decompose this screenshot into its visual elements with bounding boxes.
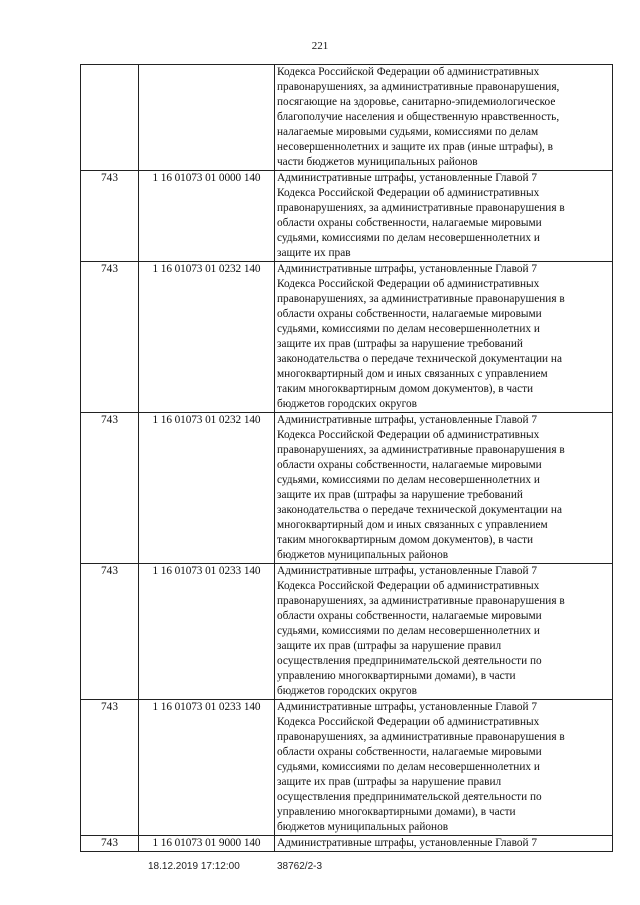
description-line: благополучие населения и общественную нравственность, xyxy=(277,111,560,123)
description-line: бюджетов городских округов xyxy=(277,398,417,410)
admin-code-cell xyxy=(81,65,139,171)
description-line: бюджетов муниципальных районов xyxy=(277,821,449,833)
description-line: Кодекса Российской Федерации об административных xyxy=(277,187,540,199)
description-line: области охраны собственности, налагаемые мировыми xyxy=(277,459,542,471)
description-line: Административные штрафы, установленные Главой 7 xyxy=(277,414,537,426)
description-line: правонарушениях, за административные правонарушения в xyxy=(277,444,565,456)
footer-doc-number: 38762/2-3 xyxy=(277,861,323,872)
description-cell xyxy=(275,65,613,171)
description-line: Административные штрафы, установленные Главой 7 xyxy=(277,565,537,577)
budget-code-cell: 1 16 01073 01 0000 140 xyxy=(139,171,275,262)
description-line: судьями, комиссиями по делам несовершеннолетних и xyxy=(277,232,540,244)
description-line: осуществления предпринимательской деятельности по xyxy=(277,791,542,803)
budget-code-cell: 1 16 01073 01 9000 140 xyxy=(139,836,275,852)
budget-code-cell: 1 16 01073 01 0233 140 xyxy=(139,700,275,836)
description-cell xyxy=(275,836,613,852)
description-line: Кодекса Российской Федерации об административных xyxy=(277,278,540,290)
description-line: защите их прав (штрафы за нарушение требований xyxy=(277,338,523,350)
description-line: налагаемые мировыми судьями, комиссиями по делам xyxy=(277,126,539,138)
description-line: правонарушениях, за административные правонарушения в xyxy=(277,293,565,305)
description-line: защите их прав (штрафы за нарушение правил xyxy=(277,776,502,788)
description-line: области охраны собственности, налагаемые мировыми xyxy=(277,610,542,622)
description-cell xyxy=(275,262,613,413)
budget-code-cell: 1 16 01073 01 0232 140 xyxy=(139,413,275,564)
description-line: бюджетов муниципальных районов xyxy=(277,549,449,561)
description-line: области охраны собственности, налагаемые мировыми xyxy=(277,746,542,758)
description-line: части бюджетов муниципальных районов xyxy=(277,156,478,168)
description-line: управлению многоквартирными домами), в части xyxy=(277,806,516,818)
description-cell xyxy=(275,171,613,262)
description-line: области охраны собственности, налагаемые мировыми xyxy=(277,308,542,320)
description-line: многоквартирный дом и иных связанных с управлением xyxy=(277,368,548,380)
description-line: защите их прав xyxy=(277,247,351,259)
description-line: правонарушениях, за административные правонарушения в xyxy=(277,595,565,607)
description-cell xyxy=(275,700,613,836)
budget-code-cell: 1 16 01073 01 0232 140 xyxy=(139,262,275,413)
description-line: защите их прав (штрафы за нарушение правил xyxy=(277,640,502,652)
admin-code-cell: 743 xyxy=(81,171,139,262)
description-line: судьями, комиссиями по делам несовершеннолетних и xyxy=(277,625,540,637)
description-line: Административные штрафы, установленные Главой 7 xyxy=(277,172,537,184)
description-line: правонарушениях, за административные правонарушения, xyxy=(277,81,560,93)
description-line: таким многоквартирным домом документов), в части xyxy=(277,534,534,546)
description-line: многоквартирный дом и иных связанных с управлением xyxy=(277,519,548,531)
description-line: Кодекса Российской Федерации об административных xyxy=(277,716,540,728)
description-line: защите их прав (штрафы за нарушение требований xyxy=(277,489,523,501)
description-line: Административные штрафы, установленные Главой 7 xyxy=(277,701,537,713)
budget-code-cell: 1 16 01073 01 0233 140 xyxy=(139,564,275,700)
description-line: судьями, комиссиями по делам несовершеннолетних и xyxy=(277,323,540,335)
budget-codes-table xyxy=(80,64,613,852)
description-line: законодательства о передаче технической документации на xyxy=(277,504,562,516)
table-row xyxy=(81,171,613,262)
description-line: таким многоквартирным домом документов), в части xyxy=(277,383,534,395)
table-row xyxy=(81,262,613,413)
admin-code-cell: 743 xyxy=(81,564,139,700)
description-line: Кодекса Российской Федерации об административных xyxy=(277,429,540,441)
description-line: судьями, комиссиями по делам несовершеннолетних и xyxy=(277,474,540,486)
description-line: бюджетов городских округов xyxy=(277,685,417,697)
table-row xyxy=(81,700,613,836)
admin-code-cell: 743 xyxy=(81,262,139,413)
description-line: правонарушениях, за административные правонарушения в xyxy=(277,202,565,214)
table-row xyxy=(81,564,613,700)
footer-timestamp: 18.12.2019 17:12:00 xyxy=(148,861,240,872)
table-row xyxy=(81,836,613,852)
description-line: судьями, комиссиями по делам несовершеннолетних и xyxy=(277,761,540,773)
description-line: осуществления предпринимательской деятельности по xyxy=(277,655,542,667)
description-line: несовершеннолетних и защите их прав (иные штрафы), в xyxy=(277,141,554,153)
description-line: правонарушениях, за административные правонарушения в xyxy=(277,731,565,743)
description-line: Кодекса Российской Федерации об административных xyxy=(277,66,540,78)
admin-code-cell: 743 xyxy=(81,836,139,852)
table-body xyxy=(81,65,613,852)
description-line: Административные штрафы, установленные Главой 7 xyxy=(277,263,537,275)
description-line: Административные штрафы, установленные Главой 7 xyxy=(277,837,537,849)
budget-code-cell xyxy=(139,65,275,171)
admin-code-cell: 743 xyxy=(81,700,139,836)
description-line: законодательства о передаче технической документации на xyxy=(277,353,562,365)
page-number: 221 xyxy=(311,40,329,52)
description-line: управлению многоквартирными домами), в части xyxy=(277,670,516,682)
description-line: Кодекса Российской Федерации об административных xyxy=(277,580,540,592)
table-row xyxy=(81,65,613,171)
admin-code-cell: 743 xyxy=(81,413,139,564)
description-line: области охраны собственности, налагаемые мировыми xyxy=(277,217,542,229)
description-line: посягающие на здоровье, санитарно-эпидемиологическое xyxy=(277,96,556,108)
description-cell xyxy=(275,564,613,700)
description-cell xyxy=(275,413,613,564)
table-row xyxy=(81,413,613,564)
